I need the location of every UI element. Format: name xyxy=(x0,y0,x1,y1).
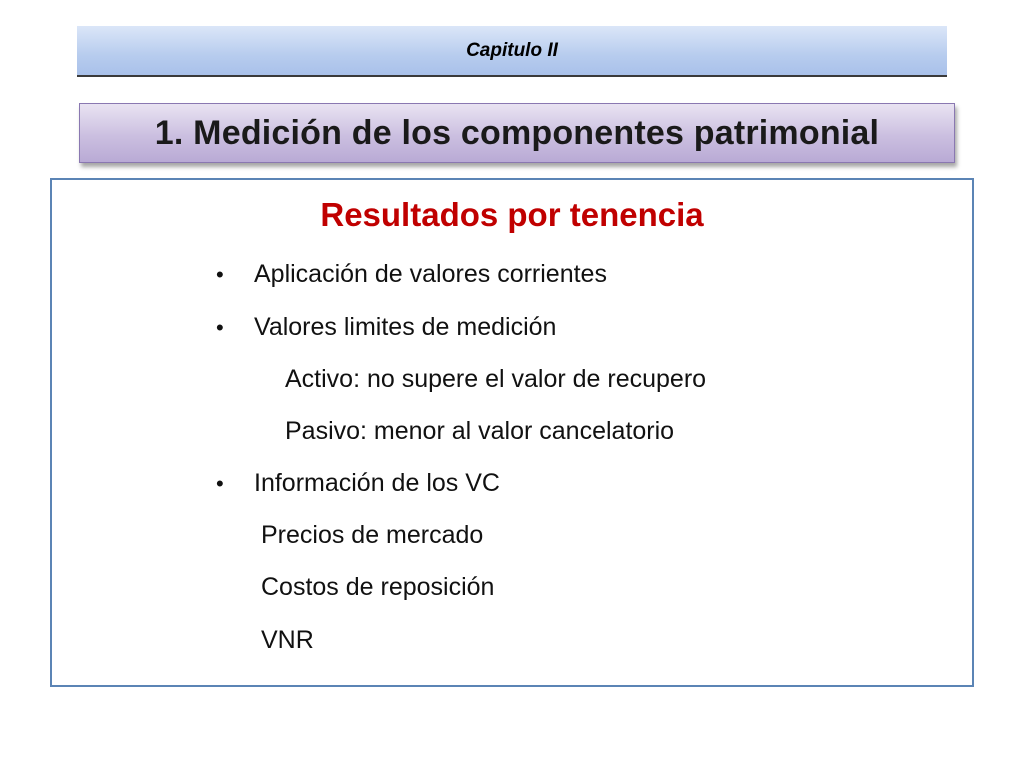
bullet-marker: • xyxy=(216,262,224,287)
chapter-title: Capitulo II xyxy=(466,39,558,61)
sub-item-costos-reposicion: Costos de reposición xyxy=(261,573,495,601)
list-item-informacion-vc: Información de los VC xyxy=(254,469,500,497)
sub-item-precios-mercado: Precios de mercado xyxy=(261,521,484,549)
section-title: 1. Medición de los componentes patrimonial xyxy=(154,113,880,152)
sub-item-activo: Activo: no supere el valor de recupero xyxy=(285,365,707,393)
content-box xyxy=(50,178,974,687)
sub-item-pasivo: Pasivo: menor al valor cancelatorio xyxy=(285,417,675,445)
section-title-banner xyxy=(79,103,955,163)
list-item-valores-limites: Valores limites de medición xyxy=(254,313,557,341)
content-heading: Resultados por tenencia xyxy=(320,196,704,233)
bullet-marker: • xyxy=(216,471,224,496)
bullet-marker: • xyxy=(216,315,224,340)
sub-item-vnr: VNR xyxy=(261,626,314,654)
list-item-valores-corrientes: Aplicación de valores corrientes xyxy=(254,260,607,288)
chapter-header-bar xyxy=(77,26,947,77)
